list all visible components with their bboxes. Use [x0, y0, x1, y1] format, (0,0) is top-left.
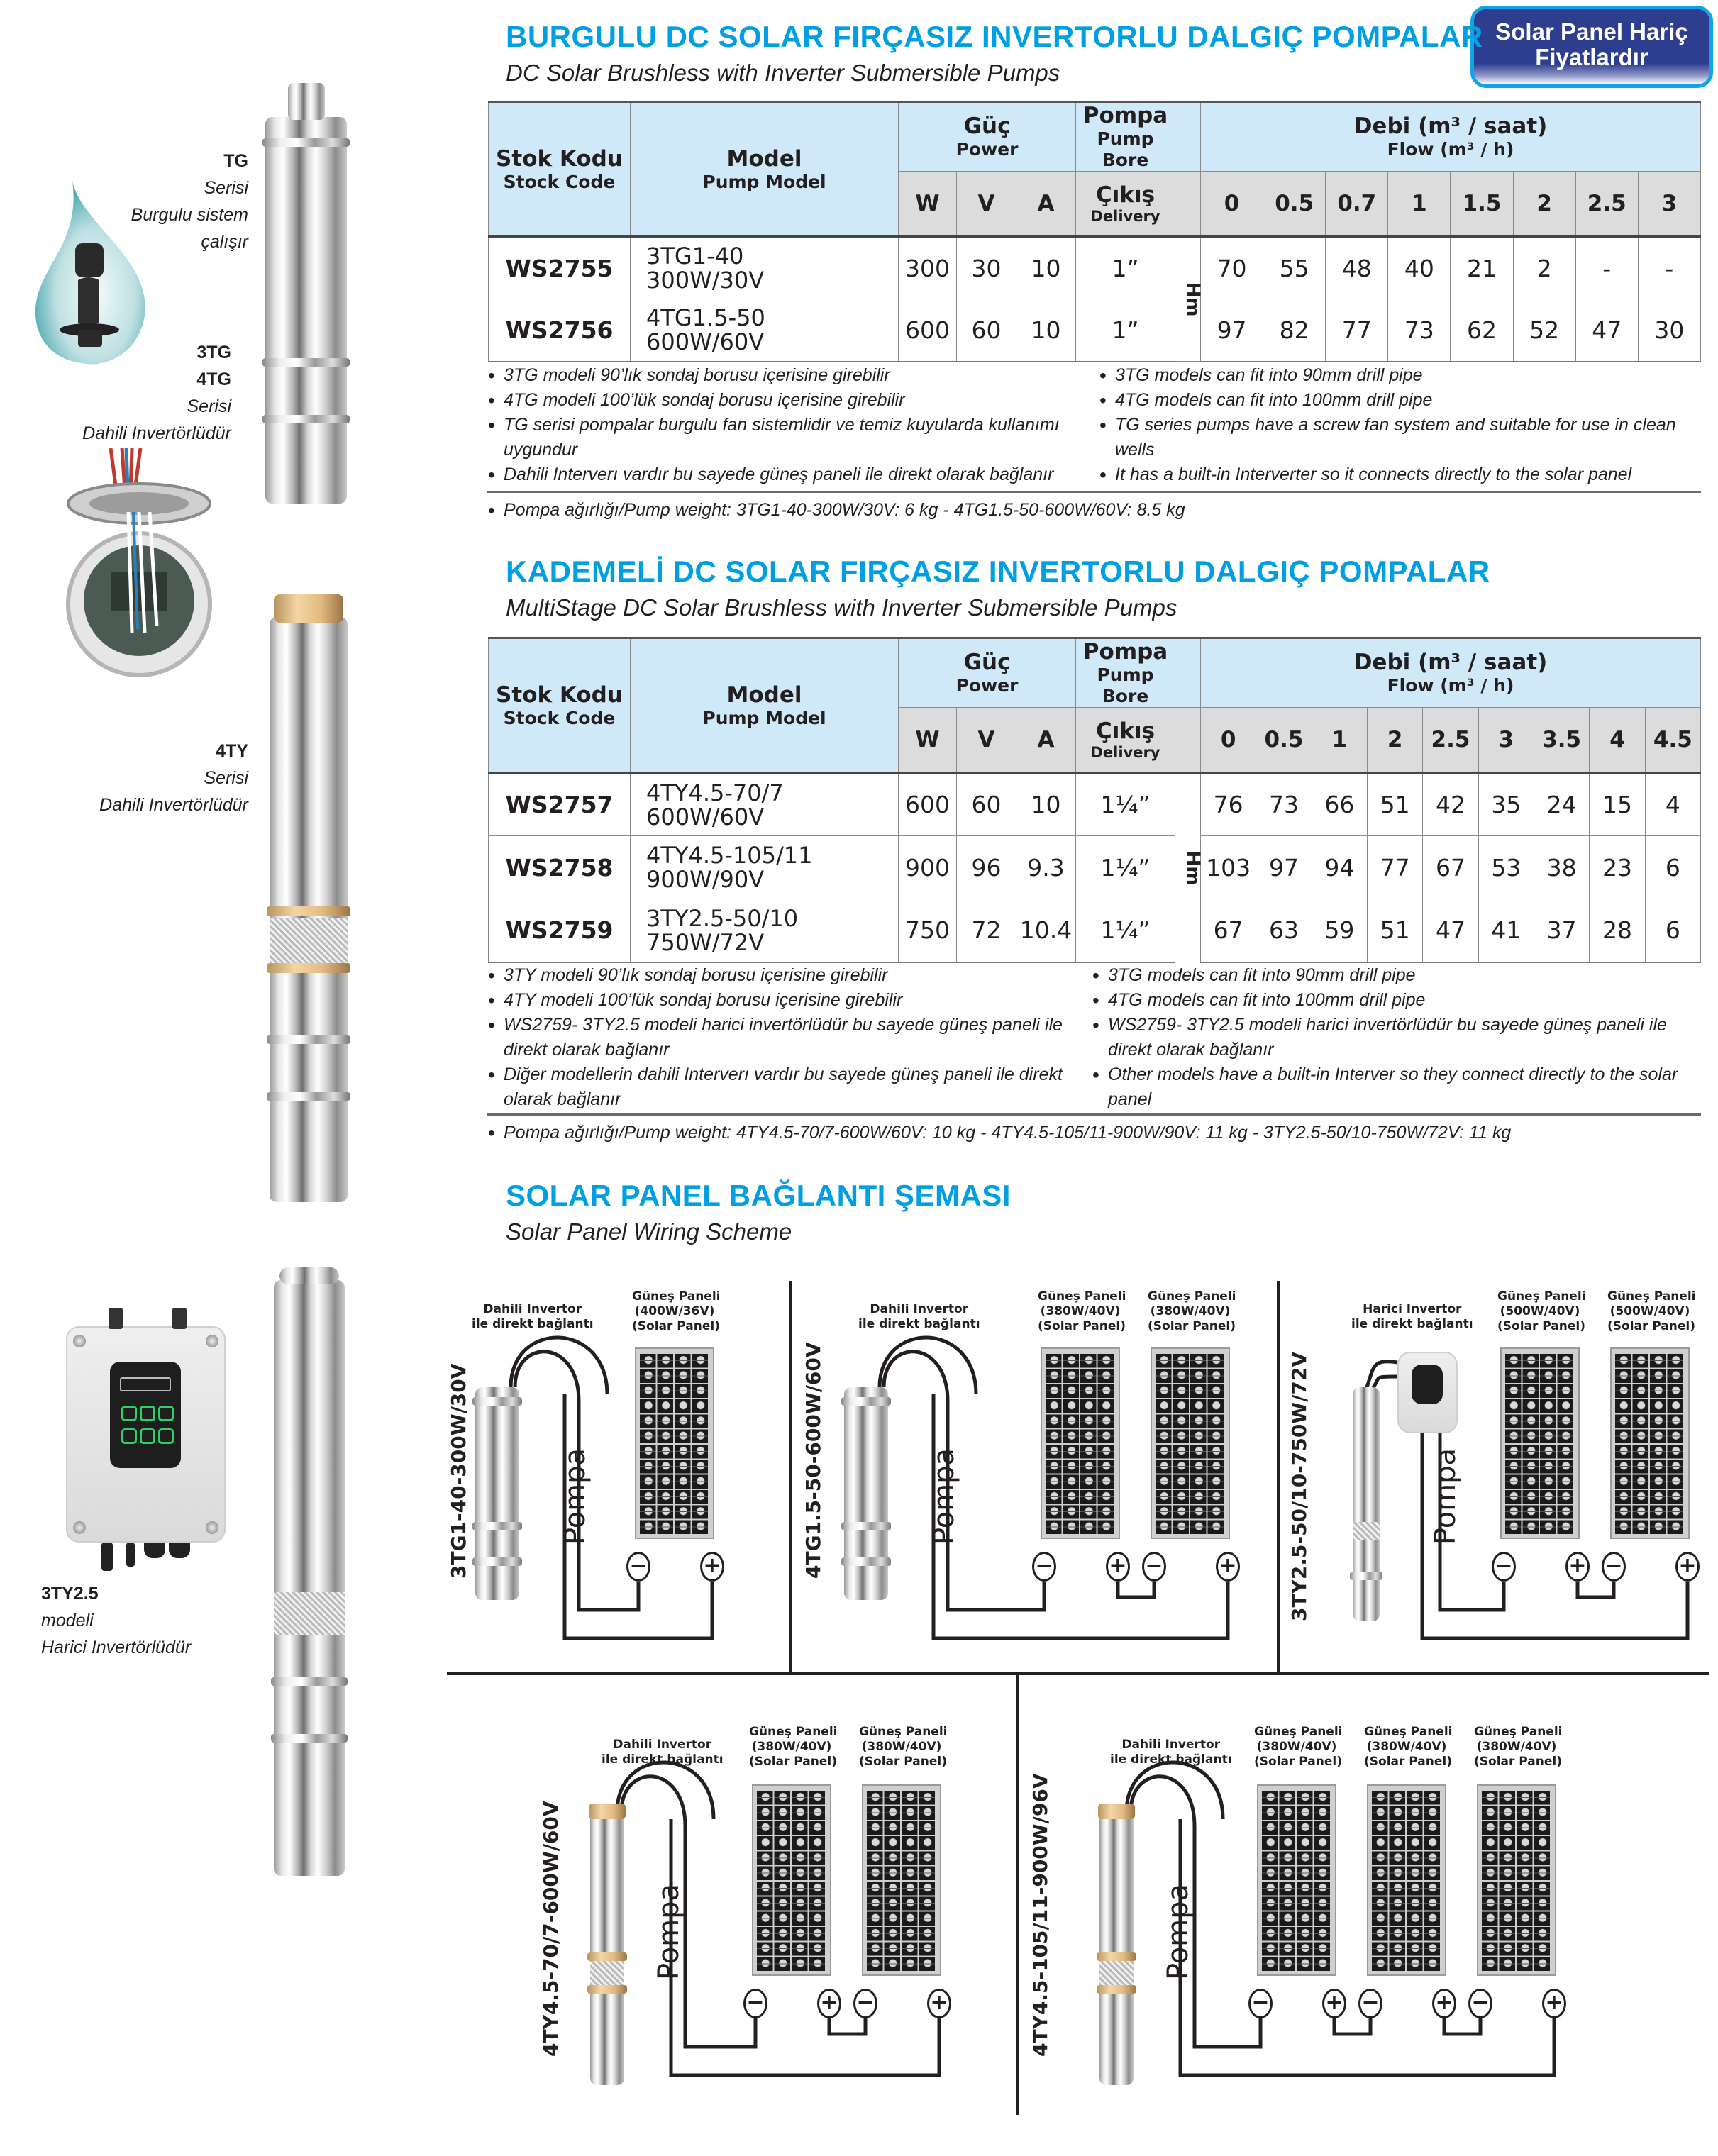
pump-model: 4TY4.5-105/11 900W/90V	[631, 836, 899, 899]
solar-panel-label: Güneş Paneli (380W/40V) (Solar Panel)	[859, 1725, 948, 1769]
section1-weight	[487, 498, 1701, 523]
tg-desc-2: çalışır	[201, 232, 248, 252]
wire	[1334, 2018, 1370, 2034]
negative-terminal-icon: −	[1468, 1989, 1492, 2018]
header-a: A	[1016, 708, 1076, 773]
header-hm-spacer	[1175, 638, 1201, 708]
solar-panel-icon	[1610, 1348, 1690, 1539]
solar-panel-label: Güneş Paneli (380W/40V) (Solar Panel)	[1148, 1289, 1236, 1333]
delivery: 1¼”	[1076, 836, 1175, 899]
delivery: 1”	[1076, 299, 1175, 362]
price-note-badge	[1470, 6, 1713, 88]
badge-line-1: Solar Panel Hariç	[1495, 18, 1688, 45]
wire	[1578, 1582, 1614, 1597]
pump-image	[1353, 1387, 1380, 1621]
weight-note: • Pompa ağırlığı/Pump weight: 3TG1-40-300W/30V: 6 kg - 4TG1.5-50-600W/60V: 8.5 kg	[487, 498, 1701, 523]
header-hm-spacer	[1175, 102, 1201, 172]
pump-model-vertical-label: 4TY4.5-70/7-600W/60V	[539, 1801, 562, 2057]
flow-value: 51	[1368, 899, 1423, 962]
weight-note: • Pompa ağırlığı/Pump weight: 4TY4.5-70/7-600W/60V: 10 kg - 4TY4.5-105/11-900W/90V: 11 kg - 3TY2.5-50/10-750W/72V: 11 kg	[487, 1121, 1701, 1145]
positive-terminal-icon: +	[1106, 1552, 1130, 1582]
pump-model-vertical-label: 4TG1.5-50-600W/60V	[802, 1342, 825, 1579]
ty4-series-label	[99, 738, 248, 818]
inverter-connection-label: Dahili Invertor ile direkt bağlantı	[858, 1302, 980, 1331]
flow-value: 77	[1326, 299, 1388, 362]
note-item: • Diğer modellerin dahili Interverı vardır bu sayede güneş paneli ile direkt olarak bağlanır	[487, 1062, 1082, 1112]
header-v: V	[957, 708, 1016, 773]
power-w: 900	[899, 836, 957, 899]
inverter-motor-cutaway-image	[61, 448, 214, 682]
flow-value: 59	[1312, 899, 1367, 962]
header-delivery: Çıkış Delivery	[1076, 708, 1175, 773]
header-flow: Debi (m³ / saat) Flow (m³ / h)	[1201, 102, 1701, 172]
flow-value: 4	[1645, 773, 1700, 836]
pump-model: 3TG1-40 300W/30V	[631, 237, 899, 299]
positive-terminal-icon: +	[1565, 1552, 1590, 1582]
header-w: W	[899, 708, 957, 773]
header-flow-point: 4	[1590, 708, 1645, 773]
header-delivery: Çıkış Delivery	[1076, 172, 1175, 237]
tg-desc-1: Burgulu sistem	[131, 205, 248, 225]
table-row	[489, 237, 1701, 299]
flow-value: 51	[1368, 773, 1423, 836]
tg-series-name: TG	[223, 151, 248, 171]
flow-value: 66	[1312, 773, 1367, 836]
solar-panel-label: Güneş Paneli (500W/40V) (Solar Panel)	[1607, 1289, 1696, 1333]
section1-subtitle: DC Solar Brushless with Inverter Submersible Pumps	[506, 60, 1060, 86]
header-flow-point: 0.7	[1326, 172, 1388, 237]
flow-value: 15	[1590, 773, 1645, 836]
flow-value: 38	[1534, 836, 1589, 899]
inverter-connection-label: Dahili Invertor ile direkt bağlantı	[1110, 1738, 1232, 1767]
flow-value: 23	[1590, 836, 1645, 899]
ty3-desc: Harici Invertörlüdür	[41, 1638, 192, 1657]
tg-pump-image	[265, 117, 347, 504]
header-hm-spacer-2	[1175, 172, 1201, 237]
delivery: 1¼”	[1076, 899, 1175, 962]
power-a: 10	[1016, 773, 1076, 836]
negative-terminal-icon: −	[743, 1989, 767, 2018]
negative-terminal-icon: −	[1142, 1552, 1166, 1582]
pump-image	[1099, 1812, 1134, 2085]
positive-terminal-icon: +	[700, 1552, 724, 1582]
negative-terminal-icon: −	[1492, 1552, 1516, 1582]
flow-value: 77	[1368, 836, 1423, 899]
note-item: • TG serisi pompalar burgulu fan sistemlidir ve temiz kuyularda kullanımı uygundur	[487, 413, 1097, 462]
section2-title: KADEMELİ DC SOLAR FIRÇASIZ INVERTORLU DALGIÇ POMPALAR	[506, 555, 1490, 588]
section1-notes	[487, 363, 1701, 491]
table-row	[489, 773, 1701, 836]
wiring-diagram	[1029, 1716, 1563, 2113]
section1-divider	[487, 491, 1701, 493]
header-flow-point: 2	[1513, 172, 1575, 237]
flow-value: 55	[1263, 237, 1326, 299]
stock-code: WS2757	[489, 773, 631, 836]
wire	[884, 1352, 1044, 1610]
negative-terminal-icon: −	[626, 1552, 650, 1582]
section1-title: BURGULU DC SOLAR FIRÇASIZ INVERTORLU DALGIÇ POMPALAR	[506, 20, 1483, 53]
section2-notes-tr	[487, 963, 1082, 1112]
header-power: Güç Power	[899, 102, 1076, 172]
solar-panel-icon	[1041, 1348, 1120, 1539]
flow-value: 53	[1478, 836, 1534, 899]
screw-impeller-drop-image	[31, 181, 152, 365]
delivery: 1”	[1076, 237, 1175, 299]
solar-panel-label: Güneş Paneli (380W/40V) (Solar Panel)	[749, 1725, 838, 1769]
flow-value: 73	[1256, 773, 1312, 836]
wire	[1373, 1377, 1397, 1389]
section2-divider	[487, 1113, 1701, 1116]
solar-panel-icon	[1477, 1784, 1556, 1976]
section2-spec-table	[488, 637, 1701, 963]
header-flow-point: 1	[1388, 172, 1451, 237]
inverter-connection-label: Dahili Invertor ile direkt bağlantı	[472, 1302, 594, 1331]
pompa-label: Pompa	[653, 1883, 685, 1980]
section2-subtitle: MultiStage DC Solar Brushless with Inverter Submersible Pumps	[506, 594, 1177, 621]
power-a: 10	[1016, 299, 1076, 362]
header-flow: Debi (m³ / saat) Flow (m³ / h)	[1201, 638, 1701, 708]
solar-panel-icon	[752, 1784, 831, 1976]
header-hm-spacer-2	[1175, 708, 1201, 773]
pump-image	[475, 1387, 519, 1600]
power-w: 600	[899, 773, 957, 836]
pump-model-vertical-label: 3TG1-40-300W/30V	[447, 1363, 470, 1579]
inverter-connection-label: Harici Invertor ile direkt bağlantı	[1351, 1302, 1473, 1331]
solar-panel-icon	[862, 1784, 941, 1976]
pump-model: 4TG1.5-50 600W/60V	[631, 299, 899, 362]
delivery: 1¼”	[1076, 773, 1175, 836]
solar-panel-label: Güneş Paneli (500W/40V) (Solar Panel)	[1497, 1289, 1586, 1333]
power-v: 60	[957, 299, 1016, 362]
header-stock-code: Stok Kodu Stock Code	[489, 102, 631, 237]
header-stock-code: Stok Kodu Stock Code	[489, 638, 631, 773]
header-flow-point: 3.5	[1534, 708, 1589, 773]
header-a: A	[1016, 172, 1076, 237]
flow-value: 67	[1201, 899, 1256, 962]
ty4-serisi: Serisi	[204, 768, 248, 788]
negative-terminal-icon: −	[1248, 1989, 1273, 2018]
ty3-modeli: modeli	[41, 1611, 94, 1630]
flow-value: 24	[1534, 773, 1589, 836]
flow-value: 73	[1388, 299, 1451, 362]
stock-code: WS2755	[489, 237, 631, 299]
flow-value: 103	[1201, 836, 1256, 899]
pompa-label: Pompa	[1429, 1447, 1462, 1545]
solar-panel-icon	[1151, 1348, 1230, 1539]
flow-value: 41	[1478, 899, 1534, 962]
inverter-connection-label: Dahili Invertor ile direkt bağlantı	[602, 1738, 724, 1767]
pump-model: 4TY4.5-70/7 600W/60V	[631, 773, 899, 836]
header-flow-point: 0	[1201, 708, 1256, 773]
positive-terminal-icon: +	[1542, 1989, 1566, 2018]
header-flow-point: 2	[1368, 708, 1423, 773]
power-v: 60	[957, 773, 1016, 836]
power-a: 10	[1016, 237, 1076, 299]
tg-serisi: Serisi	[204, 178, 248, 198]
positive-terminal-icon: +	[817, 1989, 841, 2018]
solar-panel-label: Güneş Paneli (380W/40V) (Solar Panel)	[1038, 1289, 1126, 1333]
ty3-name: 3TY2.5	[41, 1584, 99, 1604]
header-power: Güç Power	[899, 638, 1076, 708]
tg34-series-label	[82, 339, 231, 447]
power-v: 30	[957, 237, 1016, 299]
note-item: • 4TG modeli 100’lük sondaj borusu içerisine girebilir	[487, 388, 1097, 413]
flow-value: 62	[1451, 299, 1513, 362]
section3-title: SOLAR PANEL BAĞLANTI ŞEMASI	[506, 1179, 1011, 1212]
header-flow-point: 0.5	[1256, 708, 1312, 773]
header-v: V	[957, 172, 1016, 237]
flow-value: 2	[1513, 237, 1575, 299]
table-row	[489, 299, 1701, 362]
power-v: 72	[957, 899, 1016, 962]
flow-value: 70	[1201, 237, 1263, 299]
header-flow-point: 4.5	[1645, 708, 1700, 773]
hm-label: Hm	[1175, 237, 1201, 362]
positive-terminal-icon: +	[1432, 1989, 1456, 2018]
flow-value: 30	[1638, 299, 1700, 362]
flow-value: 37	[1534, 899, 1589, 962]
wire	[1367, 1362, 1397, 1387]
solar-panel-icon	[1367, 1784, 1446, 1976]
flow-value: 76	[1201, 773, 1256, 836]
section2-notes	[487, 963, 1701, 1112]
header-flow-point: 1.5	[1451, 172, 1513, 237]
external-inverter-controller-image	[66, 1326, 226, 1543]
header-flow-point: 2.5	[1423, 708, 1478, 773]
flow-value: 6	[1645, 836, 1700, 899]
power-a: 9.3	[1016, 836, 1076, 899]
note-item: • WS2759- 3TY2.5 modeli harici invertörlüdür bu sayede güneş paneli ile direkt olarak bağlanır	[487, 1013, 1082, 1062]
power-w: 750	[899, 899, 957, 962]
flow-value: -	[1638, 237, 1700, 299]
header-pump-bore: Pompa Pump Bore	[1076, 638, 1175, 708]
wire	[621, 1777, 755, 2047]
power-w: 600	[899, 299, 957, 362]
wire	[511, 1338, 607, 1394]
note-item: • It has a built-in Interverter so it connects directly to the solar panel	[1098, 462, 1701, 487]
solar-panel-icon	[1257, 1784, 1336, 1976]
wire	[1131, 1777, 1260, 2047]
flow-value: 28	[1590, 899, 1645, 962]
positive-terminal-icon: +	[1322, 1989, 1346, 2018]
note-item: • 3TY modeli 90’lık sondaj borusu içerisine girebilir	[487, 963, 1082, 988]
header-model: Model Pump Model	[631, 102, 899, 237]
solar-panel-label: Güneş Paneli (380W/40V) (Solar Panel)	[1474, 1725, 1563, 1769]
wire	[1118, 1582, 1154, 1597]
header-w: W	[899, 172, 957, 237]
note-item: • 3TG modeli 90’lık sondaj borusu içerisine girebilir	[487, 363, 1097, 388]
header-flow-point: 3	[1478, 708, 1534, 773]
positive-terminal-icon: +	[927, 1989, 951, 2018]
solar-panel-icon	[1500, 1348, 1580, 1539]
pump-image	[844, 1387, 888, 1600]
tg34-desc: Dahili Invertörlüdür	[82, 423, 231, 443]
flow-value: -	[1575, 237, 1638, 299]
negative-terminal-icon: −	[1358, 1989, 1382, 2018]
pompa-label: Pompa	[1162, 1883, 1195, 1980]
pump-model: 3TY2.5-50/10 750W/72V	[631, 899, 899, 962]
flow-value: 97	[1256, 836, 1312, 899]
header-flow-point: 2.5	[1575, 172, 1638, 237]
positive-terminal-icon: +	[1675, 1552, 1700, 1582]
note-item: • Dahili Interverı vardır bu sayede güneş paneli ile direkt olarak bağlanır	[487, 462, 1097, 487]
pompa-label: Pompa	[559, 1447, 592, 1545]
3ty-pump-image	[274, 1280, 345, 1876]
stock-code: WS2756	[489, 299, 631, 362]
wiring-diagram	[1287, 1281, 1718, 1678]
section1-spec-table	[488, 101, 1701, 362]
flow-value: 63	[1256, 899, 1312, 962]
header-model: Model Pump Model	[631, 638, 899, 773]
flow-value: 40	[1388, 237, 1451, 299]
4ty-pump-image	[270, 617, 348, 1202]
wiring-diagram	[802, 1281, 1298, 1678]
wiring-diagram	[539, 1716, 1036, 2113]
wire	[829, 2018, 865, 2034]
external-inverter-image	[1397, 1352, 1458, 1433]
solar-panel-label: Güneş Paneli (380W/40V) (Solar Panel)	[1254, 1725, 1343, 1769]
power-a: 10.4	[1016, 899, 1076, 962]
note-item: • 4TG models can fit into 100mm drill pipe	[1098, 388, 1701, 413]
flow-value: 48	[1326, 237, 1388, 299]
flow-value: 47	[1575, 299, 1638, 362]
negative-terminal-icon: −	[1602, 1552, 1626, 1582]
flow-value: 94	[1312, 836, 1367, 899]
table-row	[489, 899, 1701, 962]
pump-image	[590, 1812, 624, 2085]
flow-value: 52	[1513, 299, 1575, 362]
header-flow-point: 3	[1638, 172, 1700, 237]
negative-terminal-icon: −	[1032, 1552, 1056, 1582]
badge-line-2: Fiyatlardır	[1535, 44, 1648, 70]
tg3-name: 3TG	[196, 343, 231, 362]
flow-value: 47	[1423, 899, 1478, 962]
solar-panel-icon	[635, 1348, 714, 1539]
flow-value: 35	[1478, 773, 1534, 836]
power-v: 96	[957, 836, 1016, 899]
pompa-label: Pompa	[928, 1447, 960, 1545]
flow-value: 42	[1423, 773, 1478, 836]
note-item: • 3TG models can fit into 90mm drill pipe	[1098, 363, 1701, 388]
tg34-serisi: Serisi	[187, 396, 231, 416]
note-item: • WS2759- 3TY2.5 modeli harici invertörlüdür bu sayede güneş paneli ile direkt olarak bağlanır	[1091, 1013, 1701, 1062]
wire	[1444, 2018, 1480, 2034]
section3-subtitle: Solar Panel Wiring Scheme	[506, 1218, 792, 1245]
flow-value: 67	[1423, 836, 1478, 899]
pump-model-vertical-label: 4TY4.5-105/11-900W/96V	[1029, 1773, 1052, 2057]
tg4-name: 4TG	[196, 369, 231, 389]
wire	[880, 1338, 976, 1394]
power-w: 300	[899, 237, 957, 299]
section1-notes-en	[1098, 363, 1701, 487]
header-pump-bore: Pompa Pump Bore	[1076, 102, 1175, 172]
solar-panel-label: Güneş Paneli (400W/36V) (Solar Panel)	[632, 1289, 721, 1333]
stock-code: WS2758	[489, 836, 631, 899]
note-item: • Other models have a built-in Interver so they connect directly to the solar panel	[1091, 1062, 1701, 1112]
note-item: • 4TY modeli 100’lük sondaj borusu içerisine girebilir	[487, 988, 1082, 1013]
section2-weight	[487, 1121, 1701, 1145]
section2-notes-en	[1091, 963, 1701, 1112]
stock-code: WS2759	[489, 899, 631, 962]
pump-model-vertical-label: 3TY2.5-50/10-750W/72V	[1287, 1351, 1311, 1621]
flow-value: 97	[1201, 299, 1263, 362]
hm-label: Hm	[1175, 773, 1201, 962]
wire	[1126, 1762, 1223, 1819]
solar-panel-label: Güneş Paneli (380W/40V) (Solar Panel)	[1364, 1725, 1453, 1769]
section1-notes-tr	[487, 363, 1097, 487]
ty4-desc: Dahili Invertörlüdür	[99, 795, 248, 815]
negative-terminal-icon: −	[853, 1989, 877, 2018]
flow-value: 82	[1263, 299, 1326, 362]
flow-value: 6	[1645, 899, 1700, 962]
flow-value: 21	[1451, 237, 1513, 299]
note-item: • 3TG models can fit into 90mm drill pipe	[1091, 963, 1701, 988]
positive-terminal-icon: +	[1216, 1552, 1240, 1582]
ty4-name: 4TY	[216, 741, 248, 761]
header-flow-point: 0.5	[1263, 172, 1326, 237]
header-flow-point: 0	[1201, 172, 1263, 237]
wire	[617, 1762, 714, 1819]
note-item: • TG series pumps have a screw fan system and suitable for use in clean wells	[1098, 413, 1701, 462]
header-flow-point: 1	[1312, 708, 1367, 773]
note-item: • 4TG models can fit into 100mm drill pipe	[1091, 988, 1701, 1013]
table-row	[489, 836, 1701, 899]
ty3-model-label	[41, 1580, 191, 1661]
